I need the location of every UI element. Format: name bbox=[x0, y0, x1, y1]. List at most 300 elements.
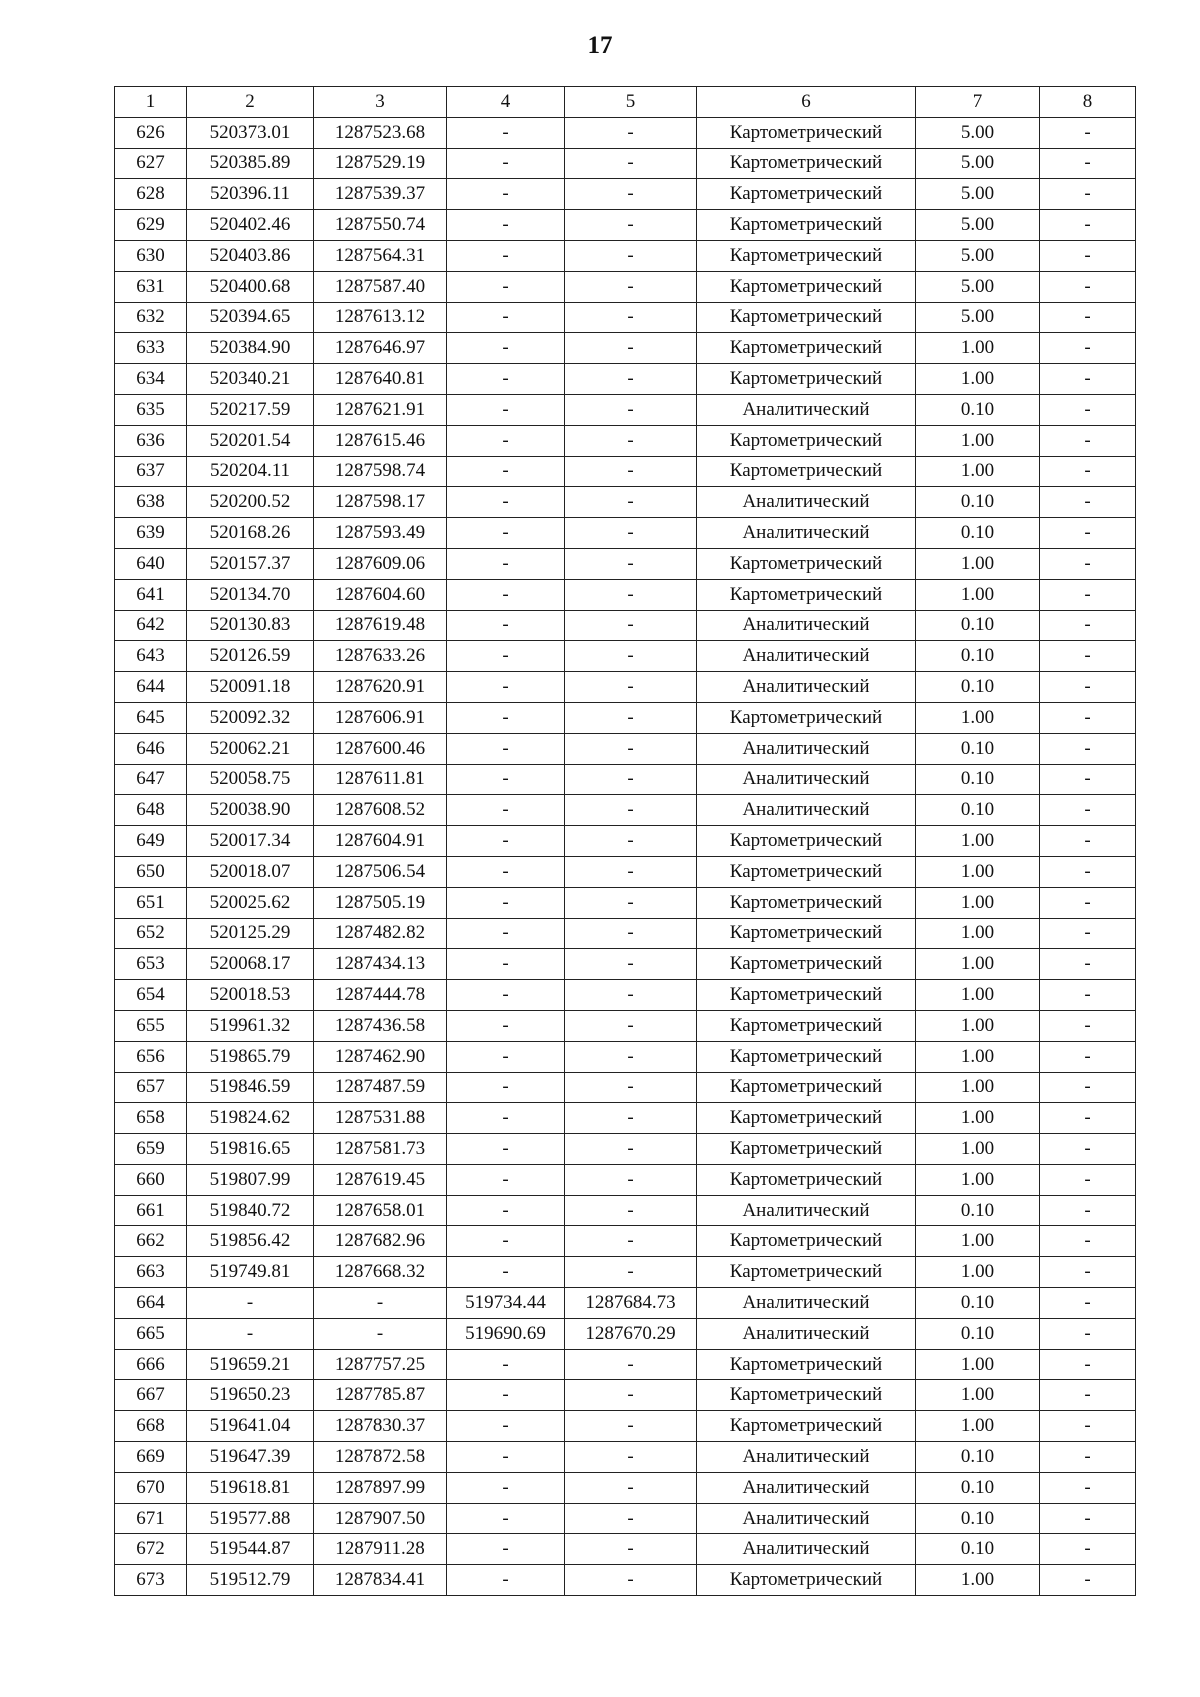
accuracy-cell: 1.00 bbox=[916, 1257, 1040, 1288]
new-x-cell: 519690.69 bbox=[447, 1318, 565, 1349]
new-x-cell: - bbox=[447, 641, 565, 672]
notes-cell: - bbox=[1040, 1472, 1136, 1503]
method-cell: Картометрический bbox=[697, 949, 916, 980]
point-number-cell: 647 bbox=[115, 764, 187, 795]
point-number-cell: 651 bbox=[115, 887, 187, 918]
new-y-cell: - bbox=[565, 826, 697, 857]
point-number-cell: 634 bbox=[115, 364, 187, 395]
notes-cell: - bbox=[1040, 918, 1136, 949]
method-cell: Картометрический bbox=[697, 1349, 916, 1380]
method-cell: Картометрический bbox=[697, 1257, 916, 1288]
point-number-cell: 659 bbox=[115, 1134, 187, 1165]
new-y-cell: - bbox=[565, 333, 697, 364]
new-x-cell: - bbox=[447, 1134, 565, 1165]
y-coordinate-cell: 1287482.82 bbox=[314, 918, 447, 949]
accuracy-cell: 0.10 bbox=[916, 487, 1040, 518]
x-coordinate-cell: 520384.90 bbox=[187, 333, 314, 364]
point-number-cell: 646 bbox=[115, 733, 187, 764]
table-row bbox=[115, 1472, 1136, 1503]
x-coordinate-cell: 519512.79 bbox=[187, 1565, 314, 1596]
x-coordinate-cell: - bbox=[187, 1318, 314, 1349]
table-row bbox=[115, 240, 1136, 271]
point-number-cell: 626 bbox=[115, 117, 187, 148]
new-y-cell: - bbox=[565, 856, 697, 887]
new-x-cell: - bbox=[447, 887, 565, 918]
accuracy-cell: 1.00 bbox=[916, 1041, 1040, 1072]
notes-cell: - bbox=[1040, 1072, 1136, 1103]
method-cell: Картометрический bbox=[697, 456, 916, 487]
point-number-cell: 652 bbox=[115, 918, 187, 949]
coordinates-table bbox=[114, 86, 1136, 1596]
new-y-cell: - bbox=[565, 579, 697, 610]
notes-cell: - bbox=[1040, 117, 1136, 148]
new-x-cell: - bbox=[447, 1041, 565, 1072]
accuracy-cell: 1.00 bbox=[916, 702, 1040, 733]
method-cell: Картометрический bbox=[697, 179, 916, 210]
column-header-1: 1 bbox=[115, 87, 187, 118]
y-coordinate-cell: 1287564.31 bbox=[314, 240, 447, 271]
new-x-cell: - bbox=[447, 826, 565, 857]
x-coordinate-cell: 520168.26 bbox=[187, 518, 314, 549]
method-cell: Аналитический bbox=[697, 1534, 916, 1565]
accuracy-cell: 1.00 bbox=[916, 364, 1040, 395]
table-row bbox=[115, 548, 1136, 579]
table-row bbox=[115, 641, 1136, 672]
notes-cell: - bbox=[1040, 826, 1136, 857]
table-row bbox=[115, 117, 1136, 148]
notes-cell: - bbox=[1040, 1380, 1136, 1411]
accuracy-cell: 1.00 bbox=[916, 918, 1040, 949]
table-row bbox=[115, 1380, 1136, 1411]
accuracy-cell: 1.00 bbox=[916, 887, 1040, 918]
new-x-cell: - bbox=[447, 1472, 565, 1503]
column-header-7: 7 bbox=[916, 87, 1040, 118]
notes-cell: - bbox=[1040, 1103, 1136, 1134]
notes-cell: - bbox=[1040, 548, 1136, 579]
accuracy-cell: 1.00 bbox=[916, 548, 1040, 579]
new-x-cell: - bbox=[447, 271, 565, 302]
point-number-cell: 649 bbox=[115, 826, 187, 857]
accuracy-cell: 0.10 bbox=[916, 1318, 1040, 1349]
new-x-cell: - bbox=[447, 1503, 565, 1534]
accuracy-cell: 0.10 bbox=[916, 1442, 1040, 1473]
y-coordinate-cell: 1287621.91 bbox=[314, 394, 447, 425]
table-row bbox=[115, 394, 1136, 425]
accuracy-cell: 5.00 bbox=[916, 271, 1040, 302]
new-y-cell: - bbox=[565, 764, 697, 795]
method-cell: Картометрический bbox=[697, 210, 916, 241]
notes-cell: - bbox=[1040, 1226, 1136, 1257]
x-coordinate-cell: 520058.75 bbox=[187, 764, 314, 795]
x-coordinate-cell: 520217.59 bbox=[187, 394, 314, 425]
y-coordinate-cell: 1287633.26 bbox=[314, 641, 447, 672]
notes-cell: - bbox=[1040, 394, 1136, 425]
method-cell: Аналитический bbox=[697, 1442, 916, 1473]
notes-cell: - bbox=[1040, 579, 1136, 610]
x-coordinate-cell: 520200.52 bbox=[187, 487, 314, 518]
notes-cell: - bbox=[1040, 887, 1136, 918]
new-x-cell: - bbox=[447, 1349, 565, 1380]
new-x-cell: - bbox=[447, 487, 565, 518]
x-coordinate-cell: 519840.72 bbox=[187, 1195, 314, 1226]
new-x-cell: - bbox=[447, 1226, 565, 1257]
x-coordinate-cell: 520125.29 bbox=[187, 918, 314, 949]
y-coordinate-cell: 1287609.06 bbox=[314, 548, 447, 579]
notes-cell: - bbox=[1040, 1503, 1136, 1534]
method-cell: Картометрический bbox=[697, 1134, 916, 1165]
accuracy-cell: 0.10 bbox=[916, 764, 1040, 795]
point-number-cell: 641 bbox=[115, 579, 187, 610]
new-y-cell: - bbox=[565, 456, 697, 487]
y-coordinate-cell: 1287505.19 bbox=[314, 887, 447, 918]
new-x-cell: - bbox=[447, 148, 565, 179]
new-x-cell: - bbox=[447, 1257, 565, 1288]
accuracy-cell: 0.10 bbox=[916, 1534, 1040, 1565]
new-x-cell: - bbox=[447, 918, 565, 949]
method-cell: Картометрический bbox=[697, 826, 916, 857]
y-coordinate-cell: 1287668.32 bbox=[314, 1257, 447, 1288]
table-row bbox=[115, 1072, 1136, 1103]
y-coordinate-cell: 1287830.37 bbox=[314, 1411, 447, 1442]
new-y-cell: - bbox=[565, 487, 697, 518]
point-number-cell: 643 bbox=[115, 641, 187, 672]
new-x-cell: - bbox=[447, 548, 565, 579]
point-number-cell: 660 bbox=[115, 1164, 187, 1195]
y-coordinate-cell: 1287539.37 bbox=[314, 179, 447, 210]
x-coordinate-cell: 519865.79 bbox=[187, 1041, 314, 1072]
new-y-cell: - bbox=[565, 1041, 697, 1072]
table-row bbox=[115, 1442, 1136, 1473]
method-cell: Картометрический bbox=[697, 548, 916, 579]
method-cell: Аналитический bbox=[697, 1503, 916, 1534]
table-row bbox=[115, 579, 1136, 610]
method-cell: Картометрический bbox=[697, 1010, 916, 1041]
notes-cell: - bbox=[1040, 1134, 1136, 1165]
method-cell: Аналитический bbox=[697, 641, 916, 672]
point-number-cell: 662 bbox=[115, 1226, 187, 1257]
accuracy-cell: 0.10 bbox=[916, 1195, 1040, 1226]
new-x-cell: - bbox=[447, 795, 565, 826]
new-y-cell: - bbox=[565, 210, 697, 241]
x-coordinate-cell: 519749.81 bbox=[187, 1257, 314, 1288]
table-row bbox=[115, 1041, 1136, 1072]
x-coordinate-cell: 520396.11 bbox=[187, 179, 314, 210]
column-header-5: 5 bbox=[565, 87, 697, 118]
x-coordinate-cell: 520204.11 bbox=[187, 456, 314, 487]
new-x-cell: - bbox=[447, 364, 565, 395]
method-cell: Картометрический bbox=[697, 364, 916, 395]
new-x-cell: - bbox=[447, 672, 565, 703]
accuracy-cell: 1.00 bbox=[916, 1134, 1040, 1165]
table-row bbox=[115, 333, 1136, 364]
y-coordinate-cell: 1287911.28 bbox=[314, 1534, 447, 1565]
new-x-cell: - bbox=[447, 240, 565, 271]
table-row bbox=[115, 1318, 1136, 1349]
y-coordinate-cell: 1287436.58 bbox=[314, 1010, 447, 1041]
method-cell: Картометрический bbox=[697, 425, 916, 456]
y-coordinate-cell: 1287531.88 bbox=[314, 1103, 447, 1134]
x-coordinate-cell: 520018.07 bbox=[187, 856, 314, 887]
accuracy-cell: 1.00 bbox=[916, 333, 1040, 364]
method-cell: Картометрический bbox=[697, 856, 916, 887]
x-coordinate-cell: 520068.17 bbox=[187, 949, 314, 980]
y-coordinate-cell: 1287598.17 bbox=[314, 487, 447, 518]
method-cell: Картометрический bbox=[697, 887, 916, 918]
table-row bbox=[115, 1226, 1136, 1257]
new-x-cell: - bbox=[447, 1534, 565, 1565]
y-coordinate-cell: 1287523.68 bbox=[314, 117, 447, 148]
x-coordinate-cell: 520062.21 bbox=[187, 733, 314, 764]
table-row bbox=[115, 1257, 1136, 1288]
accuracy-cell: 0.10 bbox=[916, 394, 1040, 425]
accuracy-cell: 1.00 bbox=[916, 1411, 1040, 1442]
new-y-cell: - bbox=[565, 1534, 697, 1565]
y-coordinate-cell: 1287506.54 bbox=[314, 856, 447, 887]
new-x-cell: - bbox=[447, 1072, 565, 1103]
new-y-cell: - bbox=[565, 1565, 697, 1596]
new-y-cell: - bbox=[565, 1503, 697, 1534]
x-coordinate-cell: 519577.88 bbox=[187, 1503, 314, 1534]
notes-cell: - bbox=[1040, 271, 1136, 302]
accuracy-cell: 5.00 bbox=[916, 117, 1040, 148]
new-x-cell: - bbox=[447, 1565, 565, 1596]
table-row bbox=[115, 1164, 1136, 1195]
method-cell: Картометрический bbox=[697, 240, 916, 271]
y-coordinate-cell: 1287619.48 bbox=[314, 610, 447, 641]
y-coordinate-cell: 1287598.74 bbox=[314, 456, 447, 487]
new-x-cell: - bbox=[447, 1195, 565, 1226]
new-y-cell: - bbox=[565, 117, 697, 148]
method-cell: Картометрический bbox=[697, 302, 916, 333]
point-number-cell: 667 bbox=[115, 1380, 187, 1411]
new-x-cell: - bbox=[447, 1380, 565, 1411]
point-number-cell: 671 bbox=[115, 1503, 187, 1534]
y-coordinate-cell: 1287529.19 bbox=[314, 148, 447, 179]
table-row bbox=[115, 795, 1136, 826]
x-coordinate-cell: 519961.32 bbox=[187, 1010, 314, 1041]
accuracy-cell: 1.00 bbox=[916, 1349, 1040, 1380]
accuracy-cell: 5.00 bbox=[916, 210, 1040, 241]
accuracy-cell: 1.00 bbox=[916, 1103, 1040, 1134]
new-x-cell: - bbox=[447, 1103, 565, 1134]
x-coordinate-cell: 519856.42 bbox=[187, 1226, 314, 1257]
notes-cell: - bbox=[1040, 1442, 1136, 1473]
accuracy-cell: 1.00 bbox=[916, 456, 1040, 487]
y-coordinate-cell: - bbox=[314, 1318, 447, 1349]
y-coordinate-cell: 1287611.81 bbox=[314, 764, 447, 795]
notes-cell: - bbox=[1040, 1565, 1136, 1596]
x-coordinate-cell: 520092.32 bbox=[187, 702, 314, 733]
new-x-cell: 519734.44 bbox=[447, 1288, 565, 1319]
y-coordinate-cell: 1287640.81 bbox=[314, 364, 447, 395]
method-cell: Аналитический bbox=[697, 1195, 916, 1226]
new-y-cell: - bbox=[565, 364, 697, 395]
new-x-cell: - bbox=[447, 333, 565, 364]
new-y-cell: - bbox=[565, 980, 697, 1011]
table-row bbox=[115, 1349, 1136, 1380]
y-coordinate-cell: 1287834.41 bbox=[314, 1565, 447, 1596]
notes-cell: - bbox=[1040, 980, 1136, 1011]
accuracy-cell: 1.00 bbox=[916, 1226, 1040, 1257]
point-number-cell: 640 bbox=[115, 548, 187, 579]
method-cell: Картометрический bbox=[697, 1565, 916, 1596]
method-cell: Картометрический bbox=[697, 148, 916, 179]
table-row bbox=[115, 364, 1136, 395]
y-coordinate-cell: 1287757.25 bbox=[314, 1349, 447, 1380]
notes-cell: - bbox=[1040, 456, 1136, 487]
new-x-cell: - bbox=[447, 394, 565, 425]
y-coordinate-cell: 1287613.12 bbox=[314, 302, 447, 333]
notes-cell: - bbox=[1040, 210, 1136, 241]
column-header-4: 4 bbox=[447, 87, 565, 118]
new-y-cell: - bbox=[565, 240, 697, 271]
method-cell: Картометрический bbox=[697, 1041, 916, 1072]
new-y-cell: - bbox=[565, 1349, 697, 1380]
y-coordinate-cell: 1287646.97 bbox=[314, 333, 447, 364]
notes-cell: - bbox=[1040, 518, 1136, 549]
new-x-cell: - bbox=[447, 179, 565, 210]
y-coordinate-cell: 1287581.73 bbox=[314, 1134, 447, 1165]
accuracy-cell: 1.00 bbox=[916, 1010, 1040, 1041]
accuracy-cell: 5.00 bbox=[916, 179, 1040, 210]
x-coordinate-cell: 519846.59 bbox=[187, 1072, 314, 1103]
notes-cell: - bbox=[1040, 1534, 1136, 1565]
x-coordinate-cell: 520402.46 bbox=[187, 210, 314, 241]
new-y-cell: - bbox=[565, 302, 697, 333]
new-y-cell: - bbox=[565, 148, 697, 179]
accuracy-cell: 0.10 bbox=[916, 641, 1040, 672]
table-row bbox=[115, 733, 1136, 764]
point-number-cell: 629 bbox=[115, 210, 187, 241]
column-header-8: 8 bbox=[1040, 87, 1136, 118]
x-coordinate-cell: 520134.70 bbox=[187, 579, 314, 610]
accuracy-cell: 1.00 bbox=[916, 856, 1040, 887]
new-x-cell: - bbox=[447, 117, 565, 148]
x-coordinate-cell: 520130.83 bbox=[187, 610, 314, 641]
new-y-cell: - bbox=[565, 918, 697, 949]
x-coordinate-cell: 520340.21 bbox=[187, 364, 314, 395]
point-number-cell: 668 bbox=[115, 1411, 187, 1442]
y-coordinate-cell: 1287897.99 bbox=[314, 1472, 447, 1503]
point-number-cell: 639 bbox=[115, 518, 187, 549]
new-x-cell: - bbox=[447, 733, 565, 764]
new-y-cell: - bbox=[565, 518, 697, 549]
x-coordinate-cell: 519647.39 bbox=[187, 1442, 314, 1473]
new-x-cell: - bbox=[447, 579, 565, 610]
new-x-cell: - bbox=[447, 702, 565, 733]
new-y-cell: - bbox=[565, 179, 697, 210]
column-header-6: 6 bbox=[697, 87, 916, 118]
notes-cell: - bbox=[1040, 1411, 1136, 1442]
accuracy-cell: 1.00 bbox=[916, 949, 1040, 980]
column-header-2: 2 bbox=[187, 87, 314, 118]
new-y-cell: - bbox=[565, 1442, 697, 1473]
point-number-cell: 632 bbox=[115, 302, 187, 333]
new-y-cell: - bbox=[565, 1411, 697, 1442]
new-x-cell: - bbox=[447, 210, 565, 241]
x-coordinate-cell: 520091.18 bbox=[187, 672, 314, 703]
new-x-cell: - bbox=[447, 456, 565, 487]
table-row bbox=[115, 980, 1136, 1011]
notes-cell: - bbox=[1040, 795, 1136, 826]
y-coordinate-cell: 1287608.52 bbox=[314, 795, 447, 826]
x-coordinate-cell: 520017.34 bbox=[187, 826, 314, 857]
y-coordinate-cell: 1287444.78 bbox=[314, 980, 447, 1011]
method-cell: Картометрический bbox=[697, 333, 916, 364]
y-coordinate-cell: 1287615.46 bbox=[314, 425, 447, 456]
y-coordinate-cell: 1287658.01 bbox=[314, 1195, 447, 1226]
notes-cell: - bbox=[1040, 240, 1136, 271]
point-number-cell: 648 bbox=[115, 795, 187, 826]
new-y-cell: - bbox=[565, 1226, 697, 1257]
accuracy-cell: 1.00 bbox=[916, 425, 1040, 456]
x-coordinate-cell: 520201.54 bbox=[187, 425, 314, 456]
new-x-cell: - bbox=[447, 518, 565, 549]
new-y-cell: - bbox=[565, 610, 697, 641]
new-y-cell: - bbox=[565, 425, 697, 456]
new-x-cell: - bbox=[447, 949, 565, 980]
point-number-cell: 650 bbox=[115, 856, 187, 887]
x-coordinate-cell: 520373.01 bbox=[187, 117, 314, 148]
new-y-cell: - bbox=[565, 1257, 697, 1288]
x-coordinate-cell: 519618.81 bbox=[187, 1472, 314, 1503]
new-y-cell: - bbox=[565, 672, 697, 703]
x-coordinate-cell: 519824.62 bbox=[187, 1103, 314, 1134]
x-coordinate-cell: 519544.87 bbox=[187, 1534, 314, 1565]
table-body bbox=[115, 117, 1136, 1595]
table-row bbox=[115, 610, 1136, 641]
x-coordinate-cell: 520157.37 bbox=[187, 548, 314, 579]
method-cell: Картометрический bbox=[697, 1164, 916, 1195]
y-coordinate-cell: 1287550.74 bbox=[314, 210, 447, 241]
new-y-cell: - bbox=[565, 1134, 697, 1165]
method-cell: Картометрический bbox=[697, 117, 916, 148]
notes-cell: - bbox=[1040, 1318, 1136, 1349]
new-y-cell: - bbox=[565, 394, 697, 425]
notes-cell: - bbox=[1040, 425, 1136, 456]
table-row bbox=[115, 1534, 1136, 1565]
notes-cell: - bbox=[1040, 302, 1136, 333]
new-x-cell: - bbox=[447, 302, 565, 333]
point-number-cell: 663 bbox=[115, 1257, 187, 1288]
table-row bbox=[115, 918, 1136, 949]
point-number-cell: 653 bbox=[115, 949, 187, 980]
y-coordinate-cell: 1287606.91 bbox=[314, 702, 447, 733]
y-coordinate-cell: 1287907.50 bbox=[314, 1503, 447, 1534]
point-number-cell: 637 bbox=[115, 456, 187, 487]
method-cell: Картометрический bbox=[697, 918, 916, 949]
y-coordinate-cell: 1287462.90 bbox=[314, 1041, 447, 1072]
notes-cell: - bbox=[1040, 364, 1136, 395]
x-coordinate-cell: 520403.86 bbox=[187, 240, 314, 271]
y-coordinate-cell: 1287682.96 bbox=[314, 1226, 447, 1257]
x-coordinate-cell: 519659.21 bbox=[187, 1349, 314, 1380]
y-coordinate-cell: 1287487.59 bbox=[314, 1072, 447, 1103]
point-number-cell: 661 bbox=[115, 1195, 187, 1226]
accuracy-cell: 5.00 bbox=[916, 240, 1040, 271]
x-coordinate-cell: - bbox=[187, 1288, 314, 1319]
point-number-cell: 631 bbox=[115, 271, 187, 302]
new-y-cell: - bbox=[565, 1010, 697, 1041]
y-coordinate-cell: 1287785.87 bbox=[314, 1380, 447, 1411]
x-coordinate-cell: 519816.65 bbox=[187, 1134, 314, 1165]
notes-cell: - bbox=[1040, 1164, 1136, 1195]
point-number-cell: 628 bbox=[115, 179, 187, 210]
column-header-3: 3 bbox=[314, 87, 447, 118]
x-coordinate-cell: 519641.04 bbox=[187, 1411, 314, 1442]
accuracy-cell: 1.00 bbox=[916, 980, 1040, 1011]
new-x-cell: - bbox=[447, 1442, 565, 1473]
